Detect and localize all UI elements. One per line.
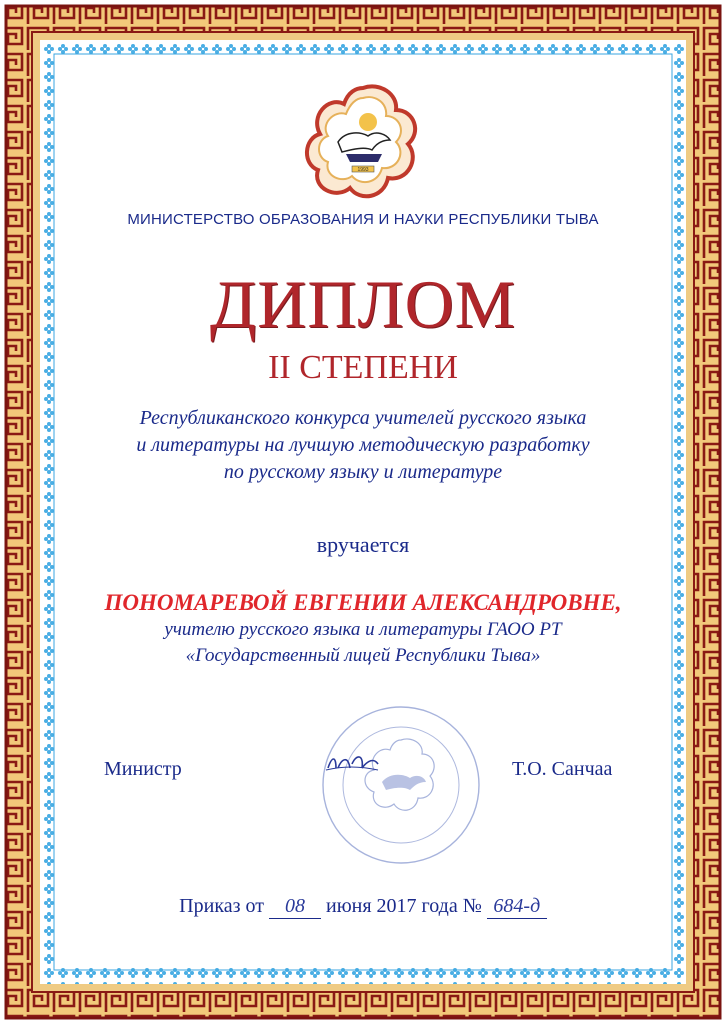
svg-text:1993: 1993 [357, 167, 369, 173]
contest-line: по русскому языку и литературе [223, 461, 503, 483]
document-title: ДИПЛОМ [209, 266, 517, 342]
order-day: 08 [269, 895, 321, 919]
handwritten-signature [324, 750, 380, 776]
order-number: 684-д [487, 895, 547, 919]
position-line: учителю русского языка и литературы ГАОО РТ [164, 619, 562, 640]
recipient-name: ПОНОМАРЕВОЙ ЕВГЕНИИ АЛЕКСАНДРОВНЕ, [104, 590, 622, 615]
ministry-name: МИНИСТЕРСТВО ОБРАЗОВАНИЯ И НАУКИ РЕСПУБЛИКИ ТЫВА [127, 211, 599, 228]
order-date-text: июня 2017 года № [326, 895, 482, 917]
order-prefix: Приказ от [179, 895, 264, 917]
awarded-label: вручается [316, 532, 410, 557]
order-reference [60, 895, 666, 919]
contest-description [60, 405, 666, 486]
position-line: «Государственный лицей Республики Тыва» [185, 645, 541, 666]
signer-title: Министр [104, 758, 182, 780]
contest-line: Республиканского конкурса учителей русского языка [139, 407, 587, 429]
recipient-position [60, 617, 666, 669]
contest-line: и литературы на лучшую методическую разработку [136, 434, 590, 456]
degree-label: II СТЕПЕНИ [268, 349, 458, 386]
certificate-content [60, 60, 666, 960]
official-stamp [316, 700, 486, 870]
tuva-emblem [302, 80, 424, 202]
signer-name: Т.О. Санчаа [512, 758, 613, 780]
